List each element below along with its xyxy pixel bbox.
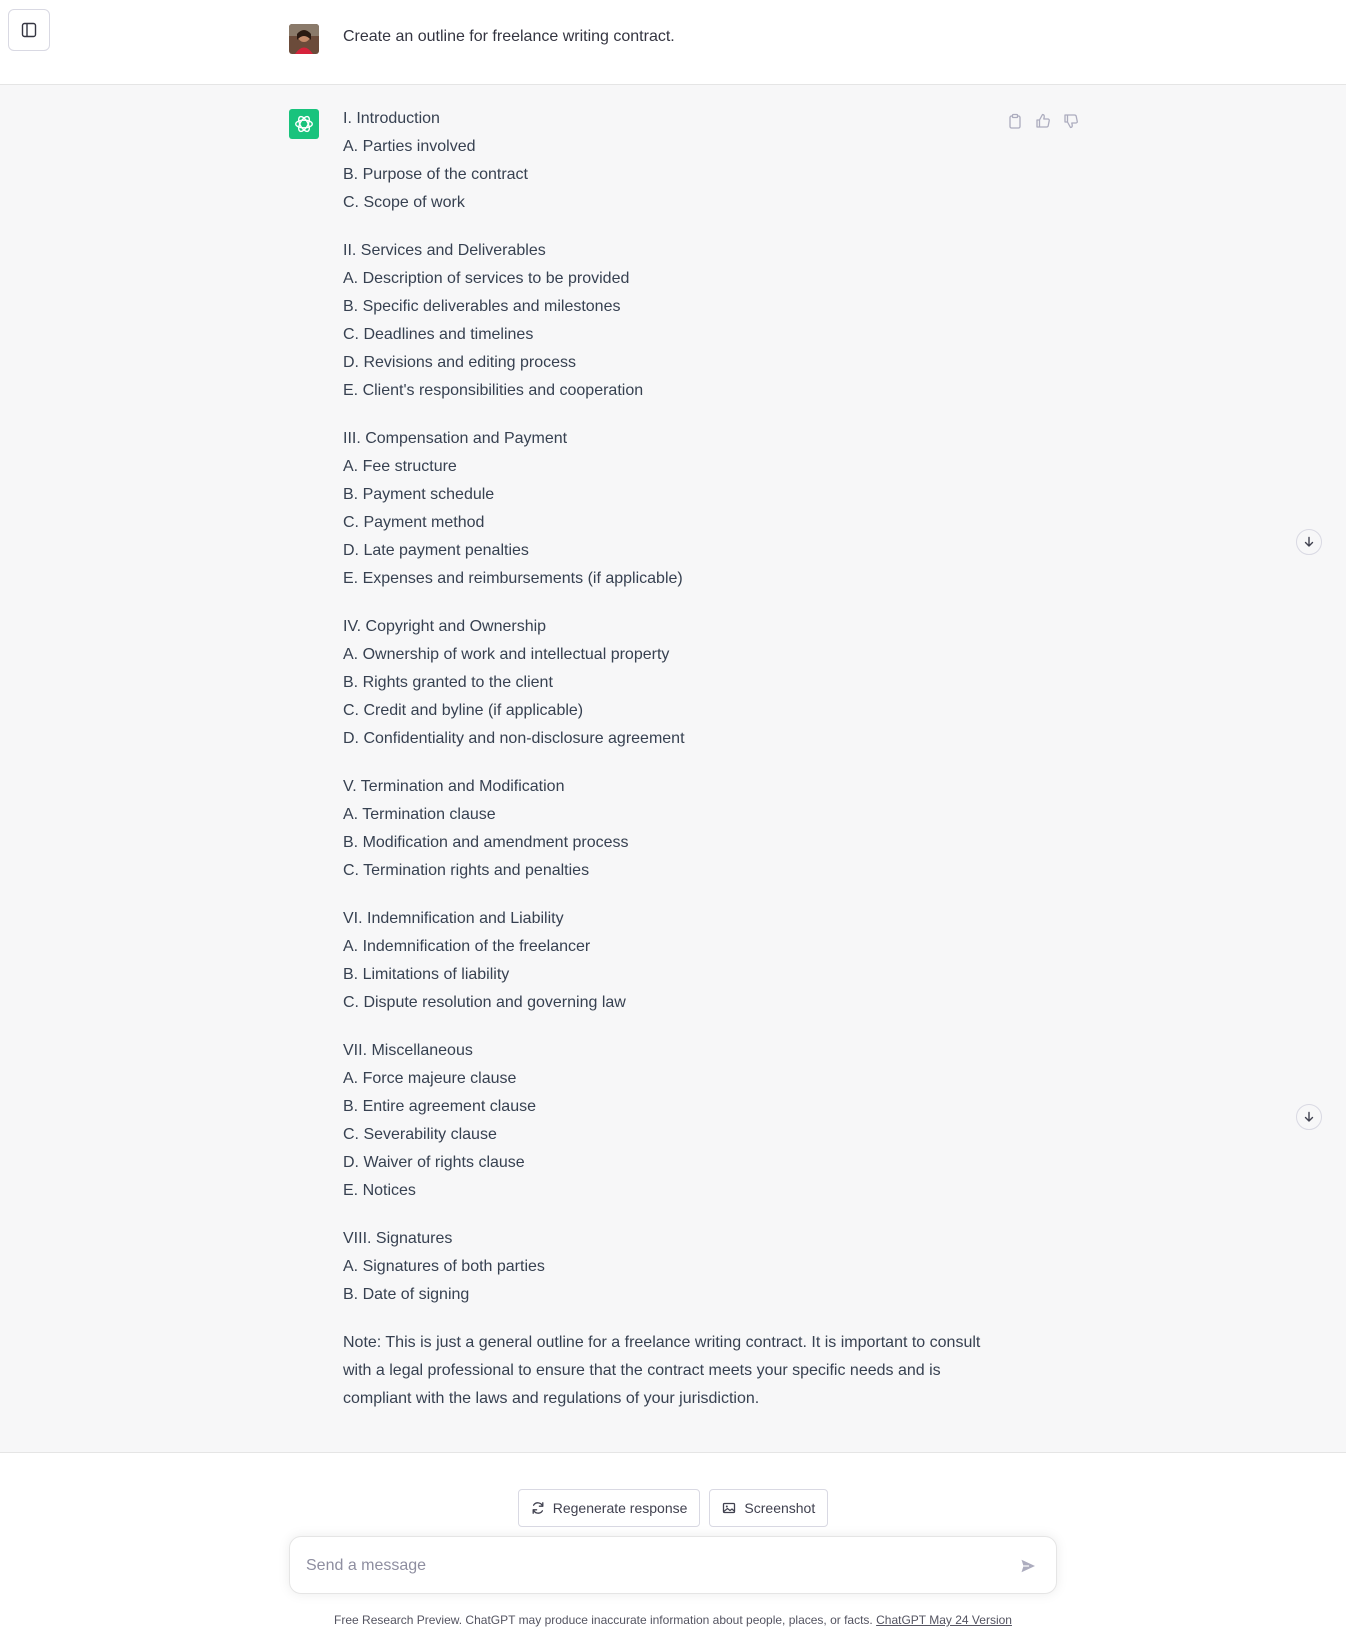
outline-item: E. Expenses and reimbursements (if applicable) xyxy=(343,570,683,587)
outline-item: A. Force majeure clause xyxy=(343,1070,517,1087)
outline-heading: VIII. Signatures xyxy=(343,1230,453,1247)
assistant-message-text xyxy=(343,105,993,1413)
copy-button[interactable] xyxy=(1005,111,1025,131)
regenerate-label: Regenerate response xyxy=(552,1500,688,1516)
outline-item: D. Late payment penalties xyxy=(343,542,529,559)
assistant-message-row xyxy=(0,85,1346,1453)
action-buttons xyxy=(0,1489,1346,1527)
thumbs-up-icon xyxy=(1035,113,1051,129)
outline-item: C. Deadlines and timelines xyxy=(343,326,534,343)
outline-item: B. Entire agreement clause xyxy=(343,1098,536,1115)
scroll-down-button[interactable] xyxy=(1296,1104,1322,1130)
message-input[interactable] xyxy=(306,1554,986,1578)
footer-disclaimer xyxy=(0,1613,1346,1627)
outline-item: A. Indemnification of the freelancer xyxy=(343,938,591,955)
footer-text: Free Research Preview. ChatGPT may produce inaccurate information about people, places, or facts. xyxy=(334,1613,873,1627)
outline-item: A. Fee structure xyxy=(343,458,457,475)
arrow-down-icon xyxy=(1303,536,1315,548)
send-icon xyxy=(1020,1558,1036,1574)
outline-heading: III. Compensation and Payment xyxy=(343,430,568,447)
outline-section xyxy=(343,905,993,1017)
outline-item: B. Limitations of liability xyxy=(343,966,510,983)
outline-item: B. Modification and amendment process xyxy=(343,834,629,851)
outline-heading: II. Services and Deliverables xyxy=(343,242,546,259)
outline-item: D. Waiver of rights clause xyxy=(343,1154,525,1171)
user-message-row xyxy=(0,0,1346,85)
outline-heading: I. Introduction xyxy=(343,110,440,127)
outline-section xyxy=(343,105,993,217)
chatgpt-logo-icon xyxy=(289,109,319,139)
outline-section xyxy=(343,1225,993,1309)
outline-item: C. Severability clause xyxy=(343,1126,497,1143)
outline-item: A. Description of services to be provided xyxy=(343,270,630,287)
arrow-down-icon xyxy=(1303,1111,1315,1123)
version-link[interactable]: ChatGPT May 24 Version xyxy=(876,1613,1012,1627)
outline-item: C. Termination rights and penalties xyxy=(343,862,590,879)
outline-heading: IV. Copyright and Ownership xyxy=(343,618,547,635)
outline-item: A. Parties involved xyxy=(343,138,476,155)
thumbs-up-button[interactable] xyxy=(1033,111,1053,131)
outline-item: E. Client's responsibilities and cooperation xyxy=(343,382,644,399)
outline-heading: VI. Indemnification and Liability xyxy=(343,910,564,927)
outline-item: D. Revisions and editing process xyxy=(343,354,577,371)
outline-heading: V. Termination and Modification xyxy=(343,778,565,795)
outline-item: C. Credit and byline (if applicable) xyxy=(343,702,584,719)
outline-item: C. Dispute resolution and governing law xyxy=(343,994,626,1011)
outline-section xyxy=(343,425,993,593)
message-composer xyxy=(289,1536,1057,1594)
clipboard-icon xyxy=(1007,113,1023,129)
outline-item: B. Purpose of the contract xyxy=(343,166,528,183)
outline-item: A. Signatures of both parties xyxy=(343,1258,545,1275)
send-button[interactable] xyxy=(1016,1554,1040,1578)
outline-item: A. Ownership of work and intellectual property xyxy=(343,646,670,663)
outline-item: B. Date of signing xyxy=(343,1286,470,1303)
sidebar-icon xyxy=(21,22,37,38)
avatar xyxy=(289,24,319,54)
outline-item: E. Notices xyxy=(343,1182,416,1199)
user-message-text: Create an outline for freelance writing contract. xyxy=(343,28,675,45)
outline-item: C. Payment method xyxy=(343,514,485,531)
outline-section xyxy=(343,613,993,753)
outline-item: B. Specific deliverables and milestones xyxy=(343,298,621,315)
refresh-icon xyxy=(531,1501,545,1515)
outline-section xyxy=(343,237,993,405)
message-actions xyxy=(1005,111,1081,131)
screenshot-label: Screenshot xyxy=(744,1500,816,1516)
outline-section xyxy=(343,773,993,885)
outline-heading: VII. Miscellaneous xyxy=(343,1042,473,1059)
screenshot-button[interactable] xyxy=(709,1489,828,1527)
image-icon xyxy=(722,1501,736,1515)
thumbs-down-button[interactable] xyxy=(1061,111,1081,131)
regenerate-response-button[interactable] xyxy=(518,1489,701,1527)
outline-item: D. Confidentiality and non-disclosure agreement xyxy=(343,730,685,747)
outline-note: Note: This is just a general outline for a freelance writing contract. It is important to consult with a legal professional to ensure that the contract meets your specific needs and is compliant with the laws and regulations of your jurisdiction. xyxy=(343,1334,981,1407)
outline-item: A. Termination clause xyxy=(343,806,496,823)
outline-item: C. Scope of work xyxy=(343,194,465,211)
sidebar-toggle-button[interactable] xyxy=(8,9,50,51)
outline-item: B. Rights granted to the client xyxy=(343,674,553,691)
bottom-bar xyxy=(0,1453,1346,1646)
thumbs-down-icon xyxy=(1063,113,1079,129)
outline-item: B. Payment schedule xyxy=(343,486,495,503)
outline-section xyxy=(343,1037,993,1205)
scroll-down-button[interactable] xyxy=(1296,529,1322,555)
